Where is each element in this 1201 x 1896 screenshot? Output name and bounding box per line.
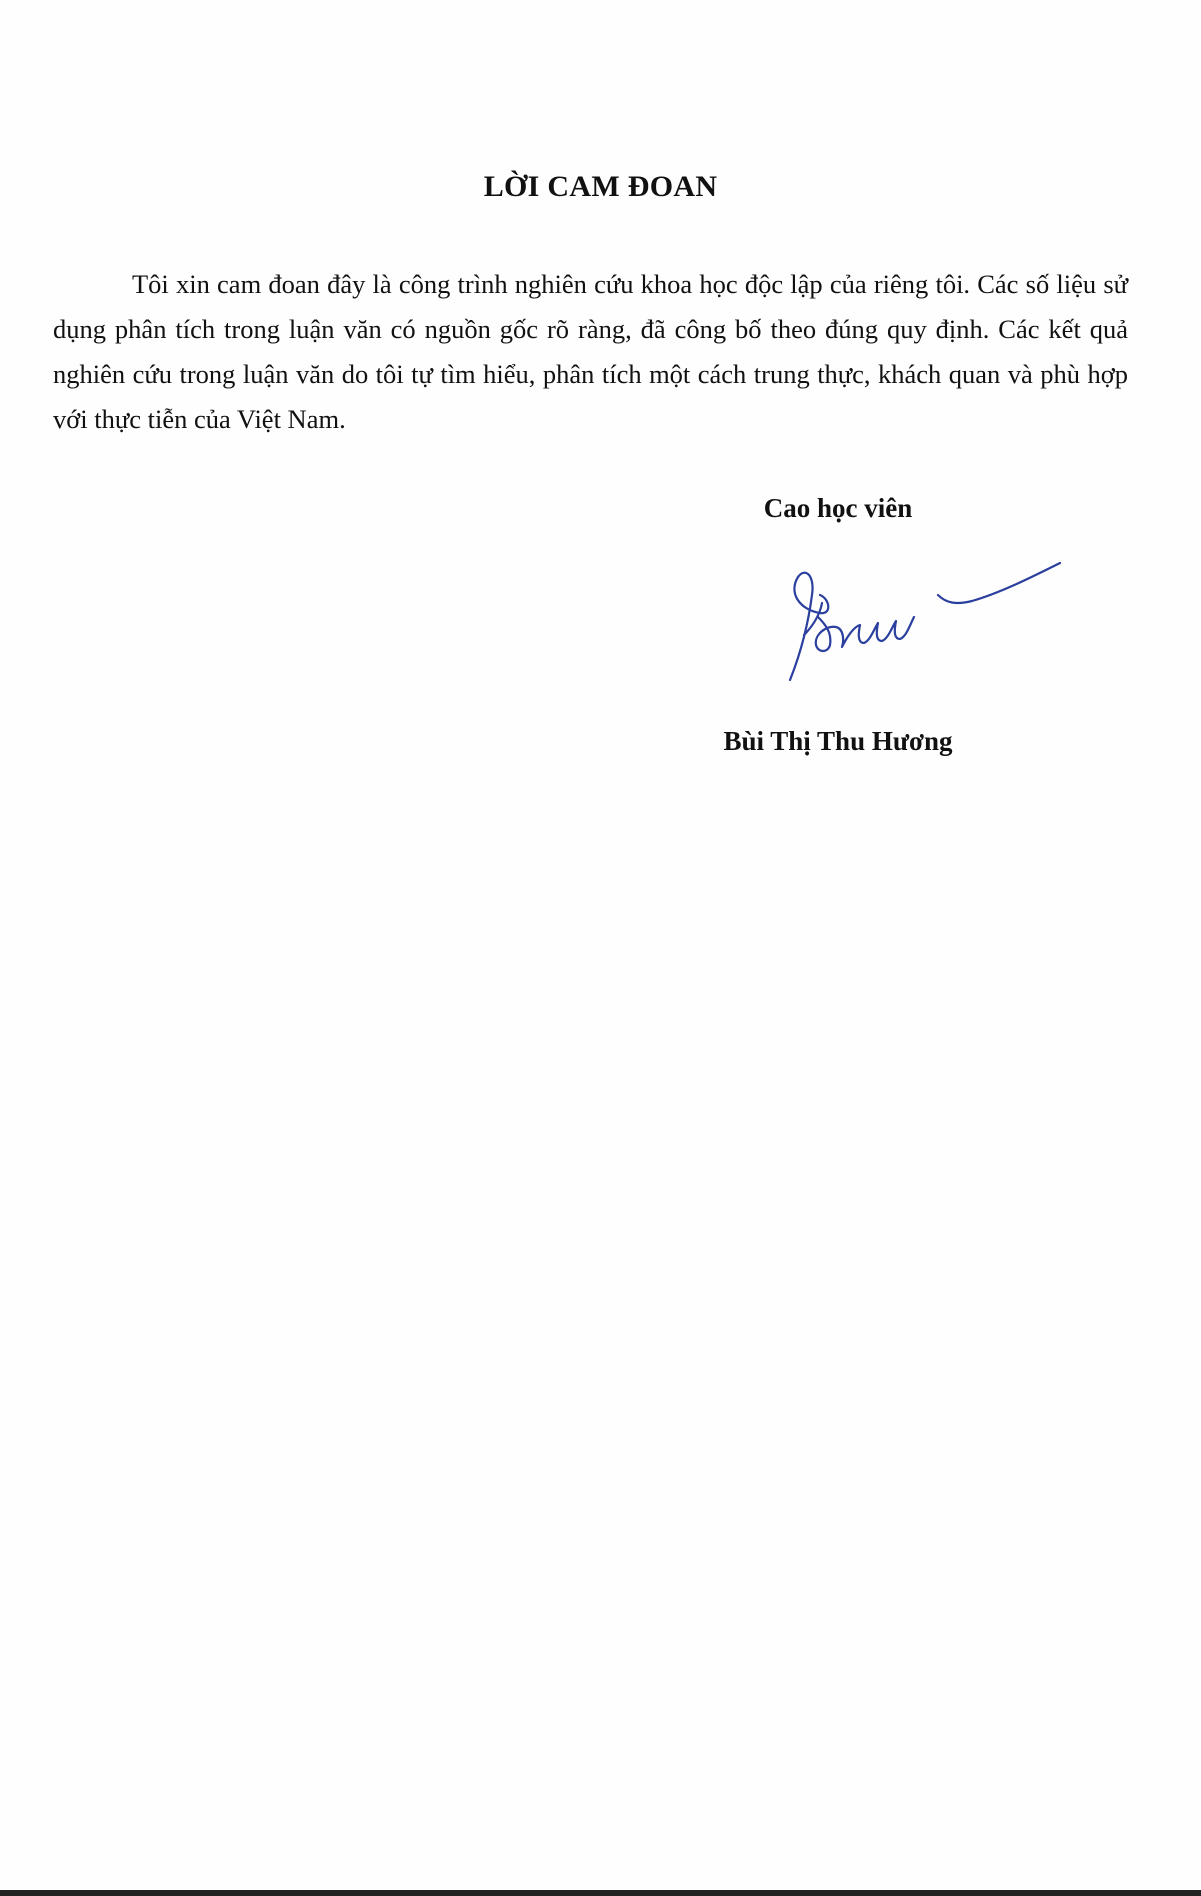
declaration-paragraph: Tôi xin cam đoan đây là công trình nghiên cứu khoa học độc lập của riêng tôi. Các số liệu sử dụng phân tích trong luận văn có nguồn gốc rõ ràng, đã công bố theo đúng quy định. Các kết quả nghiên cứu trong luận văn do tôi tự tìm hiểu, phân tích một cách trung thực, khách quan và phù hợp với thực tiễn của Việt Nam. (53, 269, 1128, 434)
document-title: LỜI CAM ĐOAN (483, 170, 718, 203)
handwritten-signature (760, 555, 1070, 685)
signer-role: Cao học viên (763, 493, 913, 523)
page-bottom-edge (0, 1890, 1201, 1896)
signer-name: Bùi Thị Thu Hương (723, 726, 953, 756)
